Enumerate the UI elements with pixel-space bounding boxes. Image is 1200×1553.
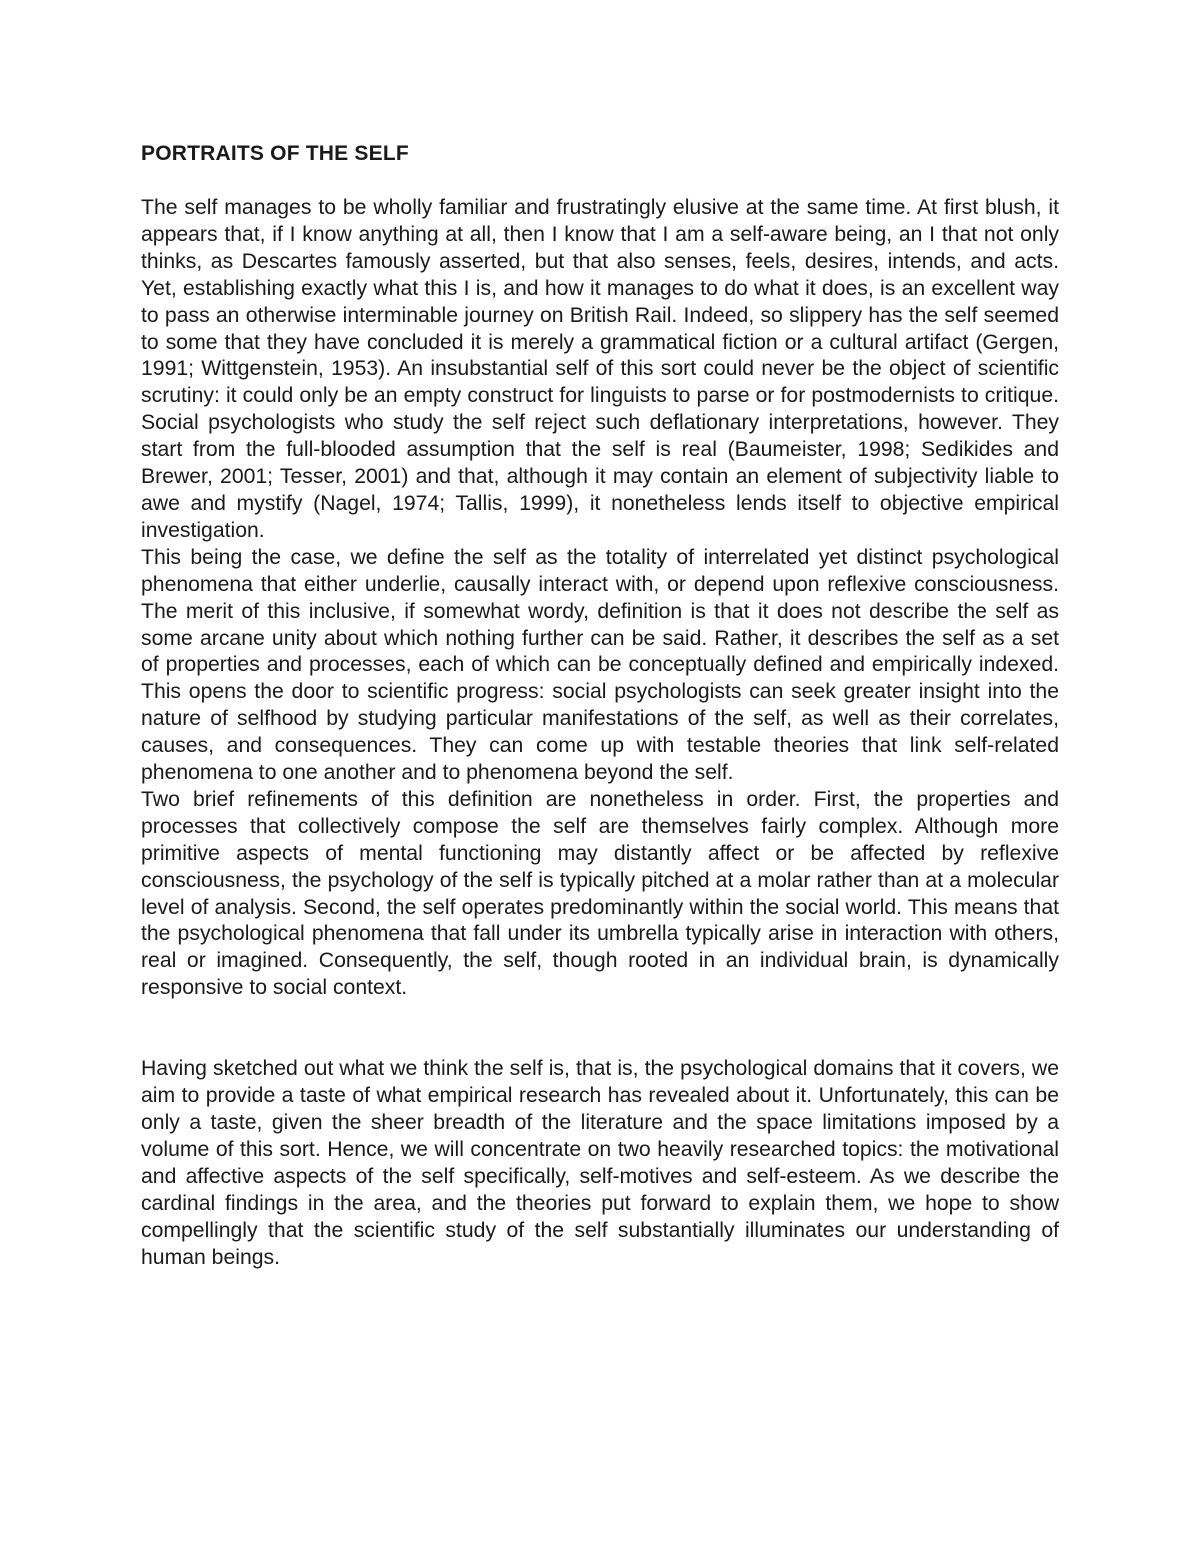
section-gap (141, 1002, 1059, 1056)
document-page (141, 140, 1059, 1271)
paragraph-4: Having sketched out what we think the self is, that is, the psychological domains that it covers, we aim to provide a taste of what empirical research has revealed about it. Unfortunately, this can be only a taste, given the sheer breadth of the literature and the space limitations imposed by a volume of this sort. Hence, we will concentrate on two heavily researched topics: the motivational and affective aspects of the self specifically, self-motives and self-esteem. As we describe the cardinal findings in the area, and the theories put forward to explain them, we hope to show compellingly that the scientific study of the self substantially illuminates our understanding of human beings. (141, 1057, 1059, 1269)
paragraph-3: Two brief refinements of this definition are nonetheless in order. First, the properties and processes that collectively compose the self are themselves fairly complex. Although more primitive aspects of mental functioning may distantly affect or be affected by reflexive consciousness, the psychology of the self is typically pitched at a molar rather than at a molecular level of analysis. Second, the self operates predominantly within the social world. This means that the psychological phenomena that fall under its umbrella typically arise in interaction with others, real or imagined. Consequently, the self, though rooted in an individual brain, is dynamically responsive to social context. (141, 787, 1059, 1000)
document-title: PORTRAITS OF THE SELF (141, 142, 409, 165)
paragraph-1: The self manages to be wholly familiar and frustratingly elusive at the same time. At first blush, it appears that, if I know anything at all, then I know that I am a self-aware being, an I that not only thinks, as Descartes famously asserted, but that also senses, feels, desires, intends, and acts. Yet, establishing exactly what this I is, and how it manages to do what it does, is an excellent way to pass an otherwise interminable journey on British Rail. Indeed, so slippery has the self seemed to some that they have concluded it is merely a grammatical fiction or a cultural artifact (Gergen, 1991; Wittgenstein, 1953). An insubstantial self of this sort could never be the object of scientific scrutiny: it could only be an empty construct for linguists to parse or for postmodernists to critique. Social psychologists who study the self reject such deflationary interpretations, however. They start from the full-blooded assumption that the self is real (Baumeister, 1998; Sedikides and Brewer, 2001; Tesser, 2001) and that, although it may contain an element of subjectivity liable to awe and mystify (Nagel, 1974; Tallis, 1999), it nonetheless lends itself to objective empirical investigation. (141, 196, 1059, 542)
paragraph-2: This being the case, we define the self as the totality of interrelated yet distinct psychological phenomena that either underlie, causally interact with, or depend upon reflexive consciousness. The merit of this inclusive, if somewhat wordy, definition is that it does not describe the self as some arcane unity about which nothing further can be said. Rather, it describes the self as a set of properties and processes, each of which can be conceptually defined and empirically indexed. This opens the door to scientific progress: social psychologists can seek greater insight into the nature of selfhood by studying particular manifestations of the self, as well as their correlates, causes, and consequences. They can come up with testable theories that link self-related phenomena to one another and to phenomena beyond the self. (141, 545, 1059, 785)
